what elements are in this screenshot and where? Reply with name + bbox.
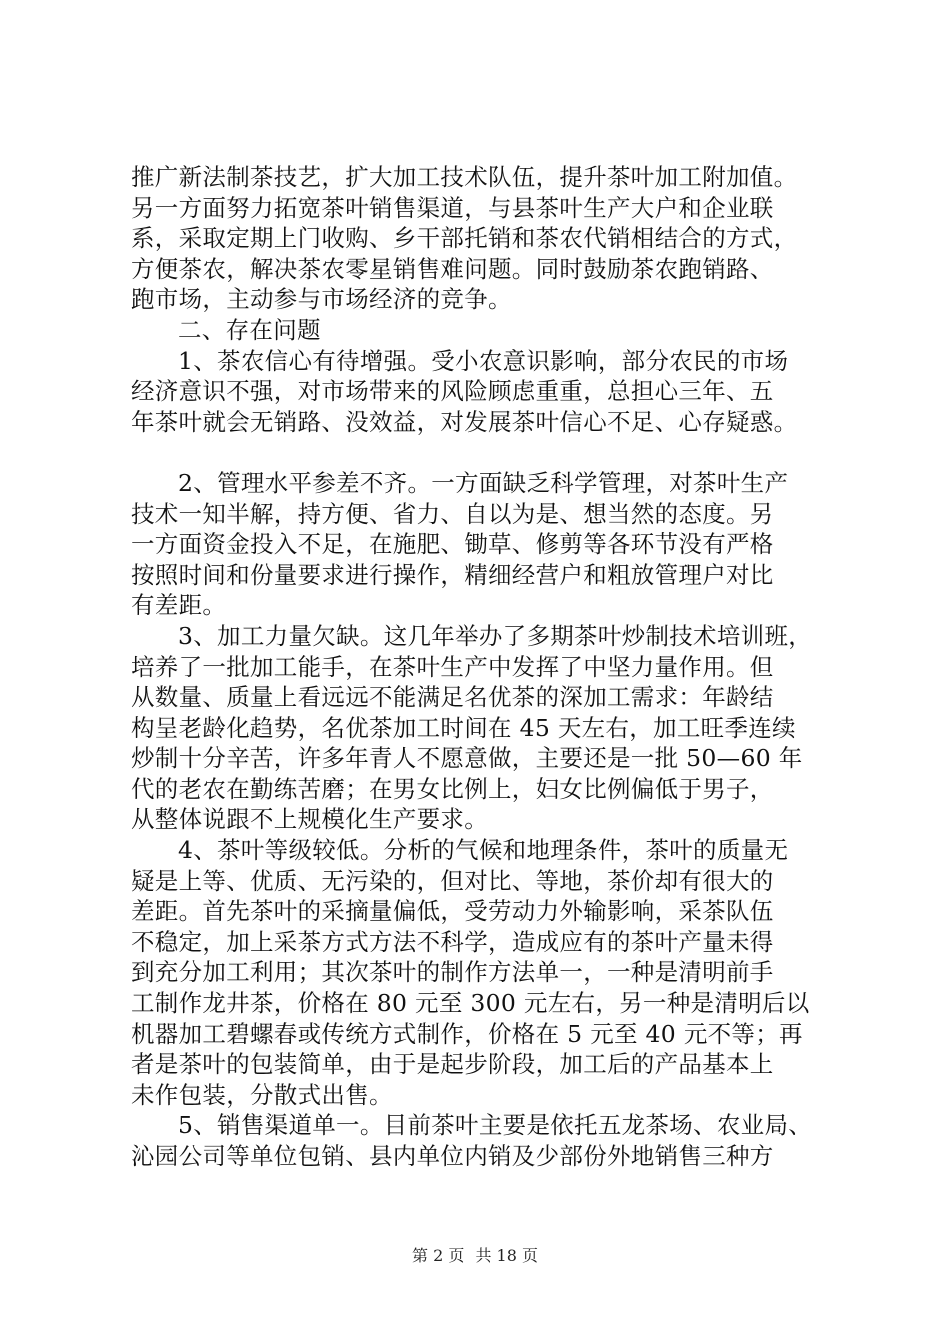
- text-line: 跑市场，主动参与市场经济的竞争。: [131, 285, 512, 314]
- text-line: 技术一知半解，持方便、省力、自以为是、想当然的态度。另: [131, 499, 774, 528]
- text-line: 5、销售渠道单一。目前茶叶主要是依托五龙茶场、农业局、: [178, 1111, 813, 1140]
- text-line: 疑是上等、优质、无污染的，但对比、等地，茶价却有很大的: [131, 866, 774, 895]
- text-line: 4、茶叶等级较低。分析的气候和地理条件，茶叶的质量无: [178, 836, 789, 865]
- page-footer: [0, 1243, 950, 1266]
- text-line: 经济意识不强，对市场带来的风险顾虑重重，总担心三年、五: [131, 377, 774, 406]
- text-line: 按照时间和份量要求进行操作，精细经营户和粗放管理户对比: [131, 560, 774, 589]
- text-line: 方便茶农，解决茶农零星销售难问题。同时鼓励茶农跑销路、: [131, 254, 774, 283]
- text-line: 3、加工力量欠缺。这几年举办了多期茶叶炒制技术培训班，: [178, 621, 813, 650]
- page-total: 共 18 页: [475, 1246, 538, 1265]
- text-line: 有差距。: [131, 591, 227, 620]
- text-line: 1、茶农信心有待增强。受小农意识影响，部分农民的市场: [178, 346, 789, 375]
- text-line: 年茶叶就会无销路、没效益，对发展茶叶信心不足、心存疑惑。: [131, 407, 798, 436]
- text-line: 未作包装，分散式出售。: [131, 1080, 393, 1109]
- text-line: 2、管理水平参差不齐。一方面缺乏科学管理，对茶叶生产: [178, 468, 789, 497]
- text-line: 培养了一批加工能手，在茶叶生产中发挥了中坚力量作用。但: [131, 652, 774, 681]
- text-line: 差距。首先茶叶的采摘量偏低，受劳动力外输影响，采茶队伍: [131, 897, 774, 926]
- text-line: 工制作龙井茶，价格在 80 元至 300 元左右，另一种是清明后以: [131, 989, 810, 1018]
- text-line: 不稳定，加上采茶方式方法不科学，造成应有的茶叶产量未得: [131, 927, 774, 956]
- text-line: 者是茶叶的包装简单，由于是起步阶段，加工后的产品基本上: [131, 1050, 774, 1079]
- text-line: 沁园公司等单位包销、县内单位内销及少部份外地销售三种方: [131, 1142, 774, 1170]
- paragraph-gap: [131, 437, 831, 468]
- text-line: 推广新法制茶技艺，扩大加工技术队伍，提升茶叶加工附加值。: [131, 163, 798, 191]
- text-line: 另一方面努力拓宽茶叶销售渠道，与县茶叶生产大户和企业联: [131, 193, 774, 222]
- text-line: 系，采取定期上门收购、乡干部托销和茶农代销相结合的方式，: [131, 224, 798, 253]
- text-line: 从整体说跟不上规模化生产要求。: [131, 805, 488, 834]
- page-number: 第 2 页: [412, 1246, 465, 1265]
- text-line: 从数量、质量上看远远不能满足名优茶的深加工需求：年龄结: [131, 683, 774, 712]
- text-line: 炒制十分辛苦，许多年青人不愿意做，主要还是一批 50—60 年: [131, 744, 803, 773]
- section-heading: 二、存在问题: [178, 315, 321, 344]
- text-line: 机器加工碧螺春或传统方式制作，价格在 5 元至 40 元不等；再: [131, 1019, 803, 1048]
- text-line: 一方面资金投入不足，在施肥、锄草、修剪等各环节没有严格: [131, 530, 774, 559]
- text-line: 构呈老龄化趋势，名优茶加工时间在 45 天左右，加工旺季连续: [131, 713, 796, 742]
- text-line: 到充分加工利用；其次茶叶的制作方法单一，一种是清明前手: [131, 958, 774, 987]
- body-text: [131, 162, 831, 1172]
- text-line: 代的老农在勤练苦磨；在男女比例上，妇女比例偏低于男子，: [131, 774, 774, 803]
